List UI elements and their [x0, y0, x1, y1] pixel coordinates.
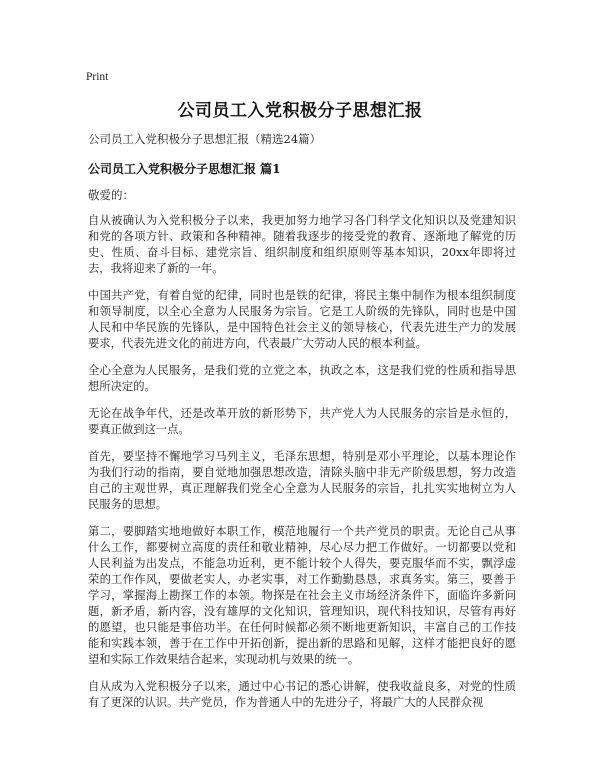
greeting: 敬爱的：: [88, 188, 134, 202]
paragraph: 自从被确认为入党积极分子以来，我更加努力地学习各门科学文化知识以及党建知识和党的各项方针、政策和各种精神。随着我逐步的接受党的教育、逐渐地了解党的历史、性质、奋斗目标、建党宗旨、组织制度和组织原则等基本知识，20xx年即将过去，我将迎来了新的一年。: [88, 214, 516, 275]
document-title: 公司员工入党积极分子思想汇报: [177, 101, 423, 121]
print-label: Print: [86, 71, 109, 83]
paragraph: 第二，要脚踏实地地做好本职工作，模范地履行一个共产党员的职责。无论自己从事什么工作，都要树立高度的责任和敬业精神，尽心尽力把工作做好。一切都要以党和人民利益为出发点，不能急功近利，更不能计较个人得失，要克服华而不实，飘浮虚荣的工作作风，要做老实人，办老实事，对工作勤勤恳恳，求真务实。第三，要善于学习，掌握海上勘探工作的本领。物探是在社会主义市场经济条件下，面临许多新问题，新矛盾，新内容，没有雄厚的文化知识，管理知识，现代科技知识，尽管有再好的愿望，也只能是事倍功半。在任何时候都必须不断地更新知识，丰富自己的工作技能和实践本领，善于在工作中开拓创新，提出新的思路和见解，这样才能把良好的愿望和实际工作效果结合起来，实现动机与效果的统一。: [88, 525, 516, 666]
document-subtitle: 公司员工入党积极分子思想汇报（精选24篇）: [88, 132, 322, 146]
paragraph: 中国共产党，有着自觉的纪律，同时也是铁的纪律，将民主集中制作为根本组织制度和领导制度，以全心全意为人民服务为宗旨。它是工人阶级的先锋队，同时也是中国人民和中华民族的先锋队，是中国特色社会主义的领导核心，代表先进生产力的发展要求，代表先进文化的前进方向，代表最广大劳动人民的根本利益。: [88, 289, 516, 350]
paragraph: 首先，要坚持不懈地学习马列主义，毛泽东思想，特别是邓小平理论，以基本理论作为我们行动的指南，要自觉地加强思想改造，清除头脑中非无产阶级思想，努力改造自己的主观世界，真正理解我们党全心全意为人民服务的宗旨，扎扎实实地树立为人民服务的思想。: [88, 450, 516, 511]
paragraph: 无论在战争年代，还是改革开放的新形势下，共产党人为人民服务的宗旨是永恒的，要真正做到这一点。: [88, 407, 516, 436]
body-text: [88, 213, 516, 722]
paragraph: 自从成为入党积极分子以来，通过中心书记的悉心讲解，使我收益良多，对党的性质有了更深的认识。共产党员，作为普通人中的先进分子，将最广大的人民群众视: [88, 680, 516, 709]
paragraph: 全心全意为人民服务，是我们党的立党之本，执政之本，这是我们党的性质和指导思想所决定的。: [88, 364, 516, 393]
section-heading: 公司员工入党积极分子思想汇报 篇1: [88, 162, 281, 176]
